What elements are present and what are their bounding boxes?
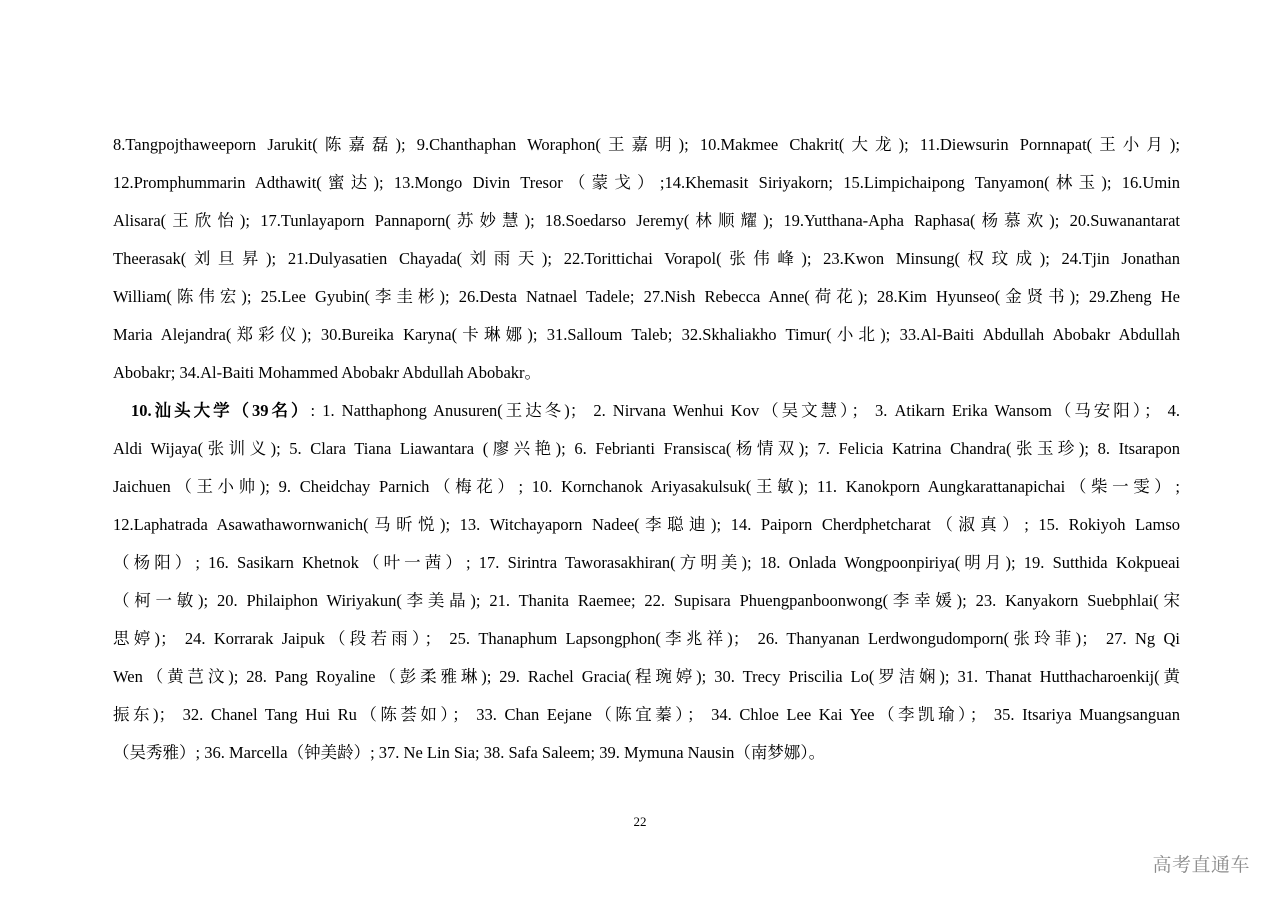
name-list-text: : 1. Natthaphong Anusuren(王达冬)； 2. Nirvana Wenhui Kov（吴文慧）； 3. Atikarn Erika Wansom（马安阳）； 4.: [310, 401, 1180, 420]
name-list-line: Aldi Wijaya(张训义); 5. Clara Tiana Liawantara (廖兴艳); 6. Febrianti Fransisca(杨情双); 7. Felicia Katrina Chandra(张玉珍); 8. Itsarapon: [113, 439, 1180, 458]
name-list-line: Maria Alejandra(郑彩仪); 30.Bureika Karyna(卡琳娜); 31.Salloum Taleb; 32.Skhaliakho Timur(小北); 33.Al-Baiti Abdullah Abobakr Abdullah: [113, 325, 1180, 344]
name-list-line: 振东)； 32. Chanel Tang Hui Ru（陈荟如）； 33. Chan Eejane（陈宜蓁）； 34. Chloe Lee Kai Yee（李凯瑜）； 35. Itsariya Muangsanguan: [113, 705, 1180, 724]
page-number: 22: [633, 814, 647, 829]
section-heading: 10.汕头大学（39名）: [131, 401, 311, 420]
section-heading-line: [131, 401, 1180, 421]
name-list-line: 12.Laphatrada Asawathawornwanich(马昕悦); 13. Witchayaporn Nadee(李聪迪); 14. Paiporn Cherdphetcharat（淑真）; 15. Rokiyoh Lamso: [113, 515, 1180, 534]
name-list-line: Jaichuen（王小帅); 9. Cheidchay Parnich（梅花）; 10. Kornchanok Ariyasakulsuk(王敏); 11. Kanokporn Aungkarattanapichai（柴一雯）;: [113, 477, 1180, 496]
name-list-line: （吴秀雅）; 36. Marcella（钟美龄）; 37. Ne Lin Sia; 38. Safa Saleem; 39. Mymuna Nausin（南梦娜）。: [113, 743, 826, 762]
name-list-line: Abobakr; 34.Al-Baiti Mohammed Abobakr Abdullah Abobakr。: [113, 363, 542, 382]
name-list-line: 思婷)； 24. Korrarak Jaipuk（段若雨）； 25. Thanaphum Lapsongphon(李兆祥)； 26. Thanyanan Lerdwongudomporn(张玲菲)； 27. Ng Qi: [113, 629, 1180, 648]
name-list-line: （杨阳）; 16. Sasikarn Khetnok（叶一茜）; 17. Sirintra Taworasakhiran(方明美); 18. Onlada Wongpoonpiriya(明月); 19. Sutthida Kokpueai: [113, 553, 1180, 572]
name-list-line: （柯一敏); 20. Philaiphon Wiriyakun(李美晶); 21. Thanita Raemee; 22. Supisara Phuengpanboonwong(李幸媛); 23. Kanyakorn Suebphlai(宋: [113, 591, 1180, 610]
name-list-line: Theerasak(刘旦昇); 21.Dulyasatien Chayada(刘雨天); 22.Torittichai Vorapol(张伟峰); 23.Kwon Minsung(权玟成); 24.Tjin Jonathan: [113, 249, 1180, 268]
name-list-line: Wen（黄芑汶); 28. Pang Royaline（彭柔雅琳); 29. Rachel Gracia(程琬婷); 30. Trecy Priscilia Lo(罗洁娴); 31. Thanat Hutthacharoenkij(黄: [113, 667, 1180, 686]
name-list-line: 8.Tangpojthaweeporn Jarukit(陈嘉磊); 9.Chanthaphan Woraphon(王嘉明); 10.Makmee Chakrit(大龙); 11.Diewsurin Pornnapat(王小月);: [113, 135, 1180, 154]
name-list-line: 12.Promphummarin Adthawit(蜜达); 13.Mongo Divin Tresor（蒙戈）;14.Khemasit Siriyakorn; 15.Limpichaipong Tanyamon(林玉); 16.Umin: [113, 173, 1180, 192]
watermark-logo: 高考直通车: [1152, 854, 1250, 876]
name-list-line: Alisara(王欣怡); 17.Tunlayaporn Pannaporn(苏妙慧); 18.Soedarso Jeremy(林顺耀); 19.Yutthana-Apha Raphasa(杨慕欢); 20.Suwanantarat: [113, 211, 1180, 230]
name-list-line: William(陈伟宏); 25.Lee Gyubin(李圭彬); 26.Desta Natnael Tadele; 27.Nish Rebecca Anne(荷花); 28.Kim Hyunseo(金贤书); 29.Zheng He: [113, 287, 1180, 306]
